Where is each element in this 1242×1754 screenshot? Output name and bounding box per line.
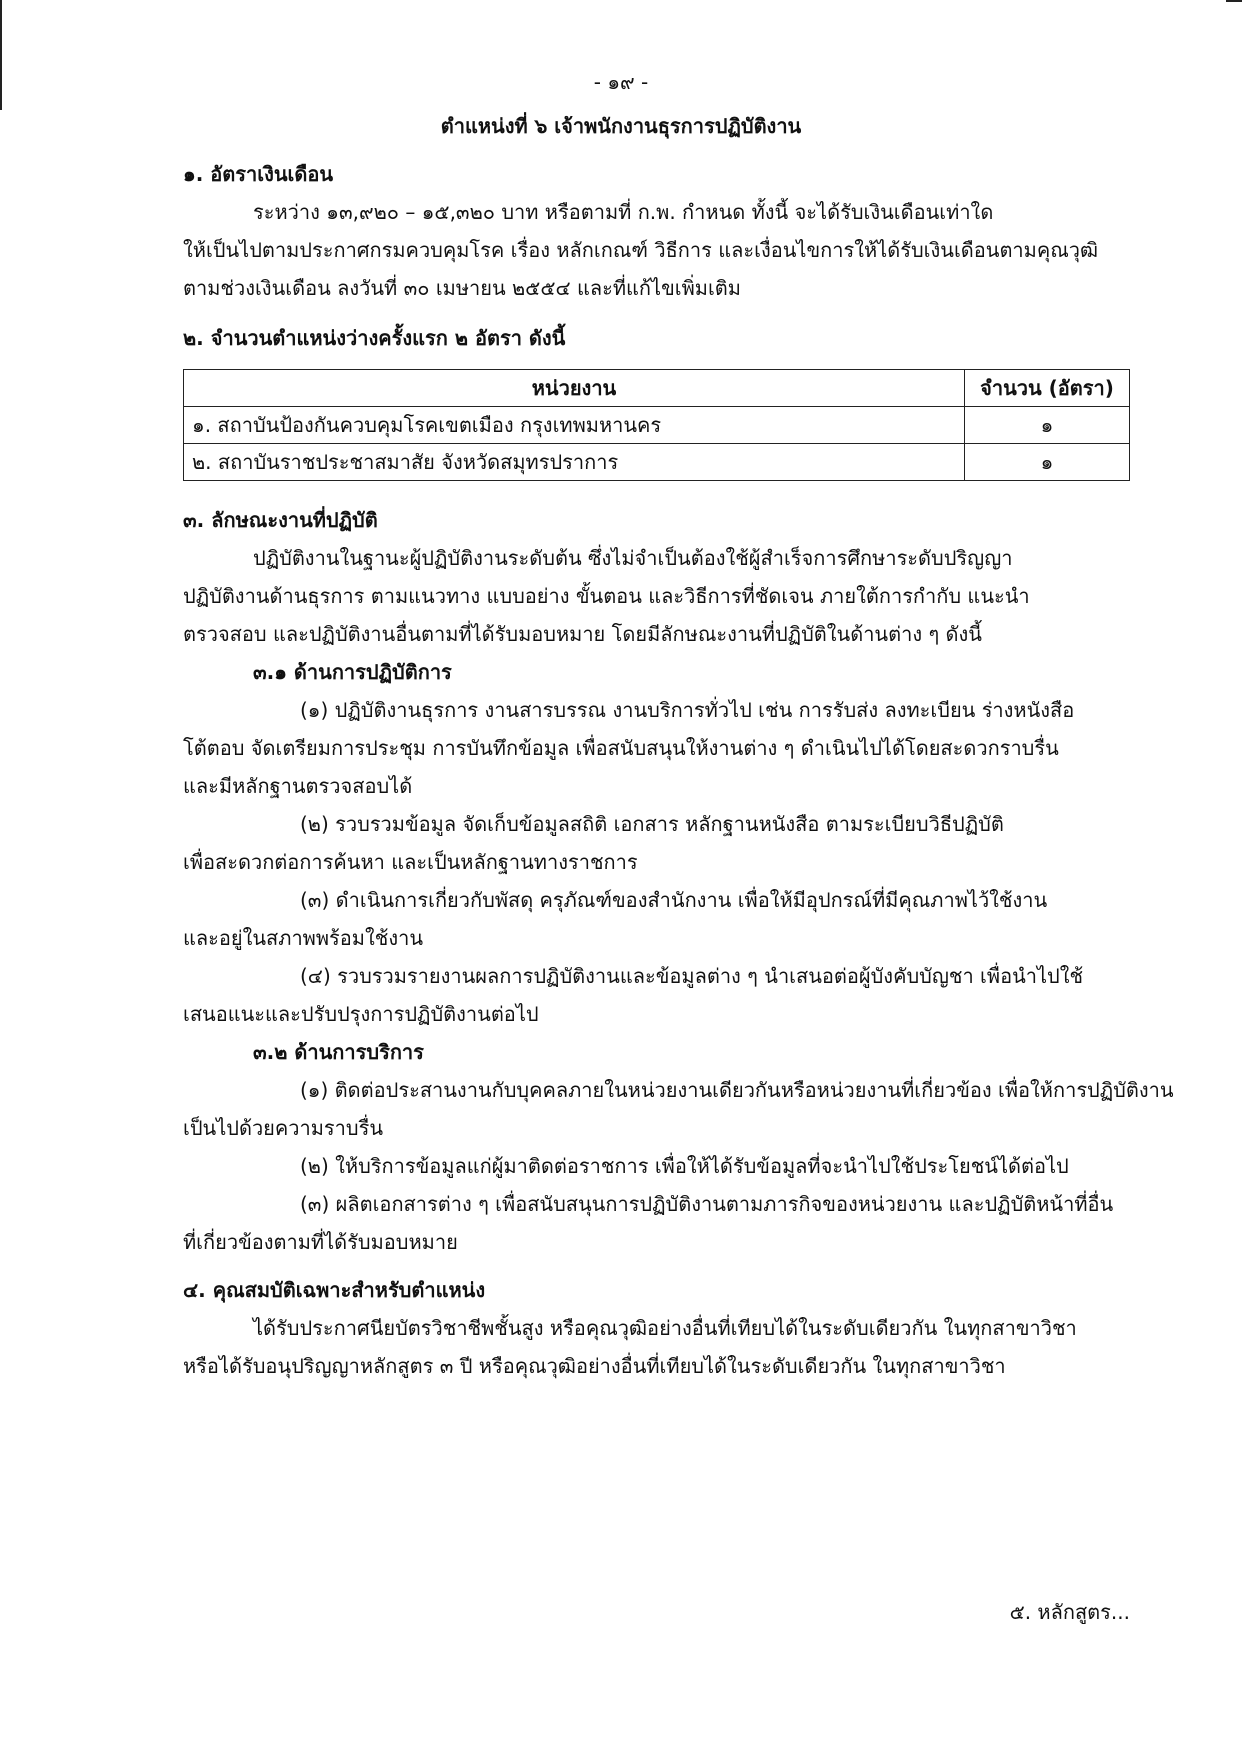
section-1-heading: ๑. อัตราเงินเดือน (183, 162, 334, 186)
section-1-line: ให้เป็นไปตามประกาศกรมควบคุมโรค เรื่อง หลักเกณฑ์ วิธีการ และเงื่อนไขการให้ได้รับเงินเดือนตามคุณวุฒิ (183, 238, 1099, 262)
section-3-2-item-line: ที่เกี่ยวข้องตามที่ได้รับมอบหมาย (183, 1230, 458, 1254)
section-3-1-item-line: และอยู่ในสภาพพร้อมใช้งาน (183, 926, 423, 950)
section-3-1-item-line: โต้ตอบ จัดเตรียมการประชุม การบันทึกข้อมูล เพื่อสนับสนุนให้งานต่าง ๆ ดำเนินไปได้โดยสะดวกราบรื่น (183, 736, 1059, 760)
section-3-2-item-line: เป็นไปด้วยความราบรื่น (183, 1116, 383, 1140)
table-header-row (184, 370, 1130, 407)
section-4-heading: ๔. คุณสมบัติเฉพาะสำหรับตำแหน่ง (183, 1278, 486, 1302)
section-4-line: หรือได้รับอนุปริญญาหลักสูตร ๓ ปี หรือคุณวุฒิอย่างอื่นที่เทียบได้ในระดับเดียวกัน ในทุกสาขาวิชา (183, 1354, 1006, 1378)
section-2-heading: ๒. จำนวนตำแหน่งว่างครั้งแรก ๒ อัตรา ดังนี้ (183, 326, 566, 350)
section-3-heading: ๓. ลักษณะงานที่ปฏิบัติ (183, 508, 378, 532)
section-3-2-item-line: (๑) ติดต่อประสานงานกับบุคคลภายในหน่วยงานเดียวกันหรือหน่วยงานที่เกี่ยวข้อง เพื่อให้การปฏิบัติงาน (300, 1078, 1174, 1102)
section-3-1-item-line: (๑) ปฏิบัติงานธุรการ งานสารบรรณ งานบริการทั่วไป เช่น การรับส่ง ลงทะเบียน ร่างหนังสือ (300, 698, 1075, 722)
section-3-intro-line: ตรวจสอบ และปฏิบัติงานอื่นตามที่ได้รับมอบหมาย โดยมีลักษณะงานที่ปฏิบัติในด้านต่าง ๆ ดังนี้ (183, 622, 982, 646)
section-1-line: ตามช่วงเงินเดือน ลงวันที่ ๓๐ เมษายน ๒๕๕๔ และที่แก้ไขเพิ่มเติม (183, 276, 741, 300)
section-3-2-item-line: (๒) ให้บริการข้อมูลแก่ผู้มาติดต่อราชการ เพื่อให้ได้รับข้อมูลที่จะนำไปใช้ประโยชน์ได้ต่อไป (300, 1154, 1069, 1178)
section-3-intro-line: ปฏิบัติงานด้านธุรการ ตามแนวทาง แบบอย่าง ขั้นตอน และวิธีการที่ชัดเจน ภายใต้การกำกับ แนะนำ (183, 584, 1030, 608)
section-1-line: ระหว่าง ๑๓,๙๒๐ – ๑๕,๓๒๐ บาท หรือตามที่ ก.พ. กำหนด ทั้งนี้ จะได้รับเงินเดือนเท่าใด (253, 200, 994, 224)
table-cell-unit: ๒. สถาบันราชประชาสมาสัย จังหวัดสมุทรปราการ (184, 444, 965, 481)
continuation-note: ๕. หลักสูตร... (1009, 1600, 1130, 1624)
scan-mark-top-right (1226, 0, 1242, 2)
section-3-1-item-line: (๔) รวบรวมรายงานผลการปฏิบัติงานและข้อมูลต่าง ๆ นำเสนอต่อผู้บังคับบัญชา เพื่อนำไปใช้ (300, 964, 1084, 988)
section-3-2-item-line: (๓) ผลิตเอกสารต่าง ๆ เพื่อสนับสนุนการปฏิบัติงานตามภารกิจของหน่วยงาน และปฏิบัติหน้าที่อื่น (300, 1192, 1114, 1216)
page-number: - ๑๙ - (593, 70, 649, 94)
section-3-1-item-line: เสนอแนะและปรับปรุงการปฏิบัติงานต่อไป (183, 1002, 539, 1026)
positions-table (183, 369, 1130, 481)
page-title: ตำแหน่งที่ ๖ เจ้าพนักงานธุรการปฏิบัติงาน (440, 114, 802, 138)
table-cell-unit: ๑. สถาบันป้องกันควบคุมโรคเขตเมือง กรุงเทพมหานคร (184, 407, 965, 444)
table-cell-count: ๑ (965, 407, 1130, 444)
section-3-1-item-line: (๓) ดำเนินการเกี่ยวกับพัสดุ ครุภัณฑ์ของสำนักงาน เพื่อให้มีอุปกรณ์ที่มีคุณภาพไว้ใช้งาน (300, 888, 1048, 912)
section-3-2-heading: ๓.๒ ด้านการบริการ (253, 1040, 424, 1064)
section-3-intro-line: ปฏิบัติงานในฐานะผู้ปฏิบัติงานระดับต้น ซึ่งไม่จำเป็นต้องใช้ผู้สำเร็จการศึกษาระดับปริญญา (253, 546, 1013, 570)
section-3-1-item-line: (๒) รวบรวมข้อมูล จัดเก็บข้อมูลสถิติ เอกสาร หลักฐานหนังสือ ตามระเบียบวิธีปฏิบัติ (300, 812, 1004, 836)
table-row (184, 444, 1130, 481)
table-cell-count: ๑ (965, 444, 1130, 481)
section-4-line: ได้รับประกาศนียบัตรวิชาชีพชั้นสูง หรือคุณวุฒิอย่างอื่นที่เทียบได้ในระดับเดียวกัน ในทุกสาขาวิชา (253, 1316, 1077, 1340)
section-3-1-item-line: และมีหลักฐานตรวจสอบได้ (183, 774, 413, 798)
table-row (184, 407, 1130, 444)
section-3-1-item-line: เพื่อสะดวกต่อการค้นหา และเป็นหลักฐานทางราชการ (183, 850, 638, 874)
section-3-1-heading: ๓.๑ ด้านการปฏิบัติการ (253, 660, 452, 684)
header-unit: หน่วยงาน (184, 370, 965, 407)
header-count: จำนวน (อัตรา) (965, 370, 1130, 407)
